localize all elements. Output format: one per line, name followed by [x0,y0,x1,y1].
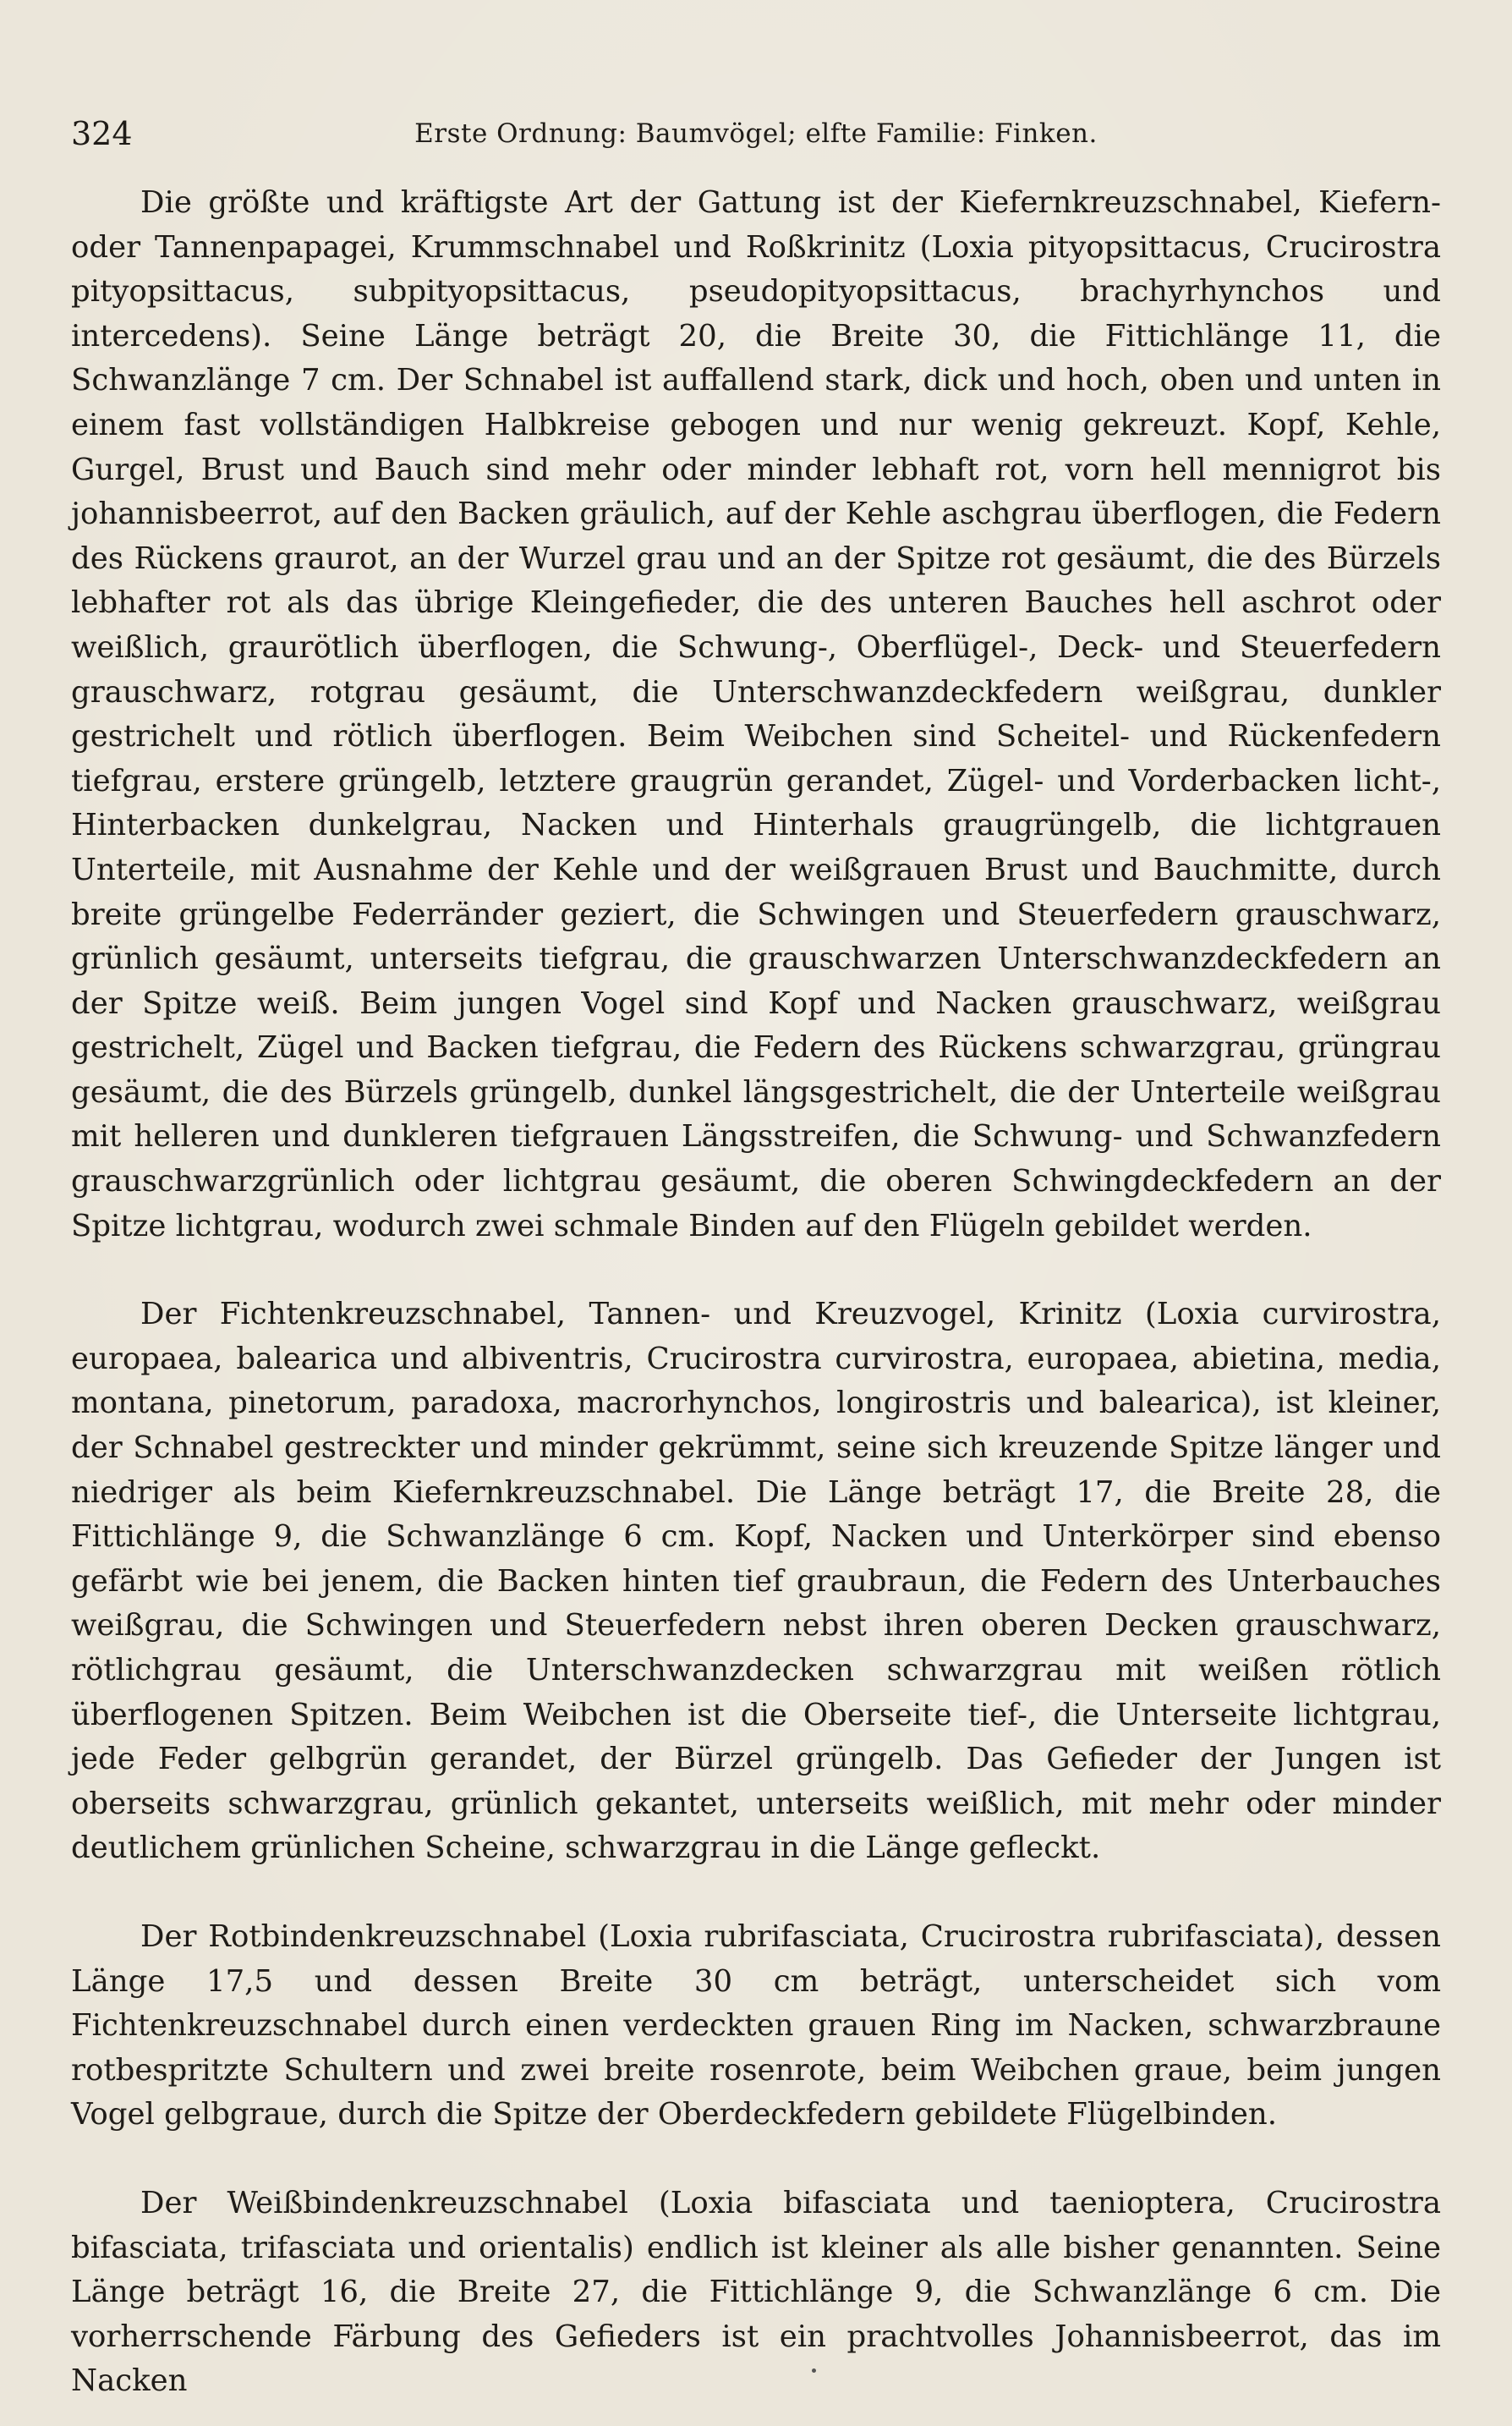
running-head: Erste Ordnung: Baumvögel; elfte Familie: Finken. [414,118,1098,149]
paragraph-rotbindenkreuzschnabel: Der Rotbindenkreuzschnabel (Loxia rubrifasciata, Crucirostra rubrifasciata), dessen Länge 17,5 und dessen Breite 30 cm beträgt, unterscheidet sich vom Fichtenkreuzschnabel durch einen verdeckten grauen Ring im Nacken, schwarzbraune rotbespritzte Schultern und zwei breite rosenrote, beim Weibchen graue, beim jungen Vogel gelbgraue, durch die Spitze der Oberdeckfedern gebildete Flügelbinden. [71,1918,1441,2132]
print-speck [812,2368,816,2373]
paragraph-fichtenkreuzschnabel: Der Fichtenkreuzschnabel, Tannen- und Kreuzvogel, Krinitz (Loxia curvirostra, europaea, balearica und albiventris, Crucirostra curvirostra, europaea, abietina, media, montana, pinetorum, paradoxa, macrorhynchos, longirostris und balearica), ist kleiner, der Schnabel gestreckter und minder gekrümmt, seine sich kreuzende Spitze länger und niedriger als beim Kiefernkreuzschnabel. Die Länge beträgt 17, die Breite 28, die Fittichlänge 9, die Schwanzlänge 6 cm. Kopf, Nacken und Unterkörper sind ebenso gefärbt wie bei jenem, die Backen hinten tief graubraun, die Federn des Unterbauches weißgrau, die Schwingen und Steuerfedern nebst ihren oberen Decken grauschwarz, rötlichgrau gesäumt, die Unterschwanzdecken schwarzgrau mit weißen rötlich überflogenen Spitzen. Beim Weibchen ist die Oberseite tief-, die Unterseite lichtgrau, jede Feder gelbgrün gerandet, der Bürzel grüngelb. Das Gefieder der Jungen ist oberseits schwarzgrau, grünlich gekantet, unterseits weißlich, mit mehr oder minder deutlichem grünlichen Scheine, schwarzgrau in die Länge gefleckt. [71,1297,1441,1866]
paragraph-gap [71,1871,1441,1915]
page-header [71,108,1441,159]
paragraph-gap [71,2138,1441,2182]
paragraph-gap [71,1249,1441,1293]
body-text [71,181,1441,2404]
page-number: 324 [71,115,133,152]
paragraph-kiefernkreuzschnabel: Die größte und kräftigste Art der Gattung ist der Kiefernkreuzschnabel, Kiefern- oder Tannenpapagei, Krummschnabel und Roßkrinitz (Loxia pityopsittacus, Crucirostra pityopsittacus, subpityopsittacus, pseudopityopsittacus, brachyrhynchos und intercedens). Seine Länge beträgt 20, die Breite 30, die Fittichlänge 11, die Schwanzlänge 7 cm. Der Schnabel ist auffallend stark, dick und hoch, oben und unten in einem fast vollständigen Halbkreise gebogen und nur wenig gekreuzt. Kopf, Kehle, Gurgel, Brust und Bauch sind mehr oder minder lebhaft rot, vorn hell mennigrot bis johannisbeerrot, auf den Backen gräulich, auf der Kehle aschgrau überflogen, die Federn des Rückens graurot, an der Wurzel grau und an der Spitze rot gesäumt, die des Bürzels lebhafter rot als das übrige Kleingefieder, die des unteren Bauches hell aschrot oder weißlich, graurötlich überflogen, die Schwung-, Oberflügel-, Deck- und Steuerfedern grauschwarz, rotgrau gesäumt, die Unterschwanzdeckfedern weißgrau, dunkler gestrichelt und rötlich überflogen. Beim Weibchen sind Scheitel- und Rückenfedern tiefgrau, erstere grüngelb, letztere graugrün gerandet, Zügel- und Vorderbacken licht-, Hinterbacken dunkelgrau, Nacken und Hinterhals graugrüngelb, die lichtgrauen Unterteile, mit Ausnahme der Kehle und der weißgrauen Brust und Bauchmitte, durch breite grüngelbe Federränder geziert, die Schwingen und Steuerfedern grauschwarz, grünlich gesäumt, unterseits tiefgrau, die grauschwarzen Unterschwanzdeckfedern an der Spitze weiß. Beim jungen Vogel sind Kopf und Nacken grauschwarz, weißgrau gestrichelt, Zügel und Backen tiefgrau, die Federn des Rückens schwarzgrau, grüngrau gesäumt, die des Bürzels grüngelb, dunkel längsgestrichelt, die der Unterteile weißgrau mit helleren und dunkleren tiefgrauen Längsstreifen, die Schwung- und Schwanzfedern grauschwarzgrünlich oder lichtgrau gesäumt, die oberen Schwingdeckfedern an der Spitze lichtgrau, wodurch zwei schmale Binden auf den Flügeln gebildet werden. [71,185,1441,1243]
paragraph-weissbindenkreuzschnabel: Der Weißbindenkreuzschnabel (Loxia bifasciata und taenioptera, Crucirostra bifasciata, trifasciata und orientalis) endlich ist kleiner als alle bisher genannten. Seine Länge beträgt 16, die Breite 27, die Fittichlänge 9, die Schwanzlänge 6 cm. Die vorherrschende Färbung des Gefieders ist ein prachtvolles Johannisbeerrot, das im Nacken [71,2185,1441,2399]
